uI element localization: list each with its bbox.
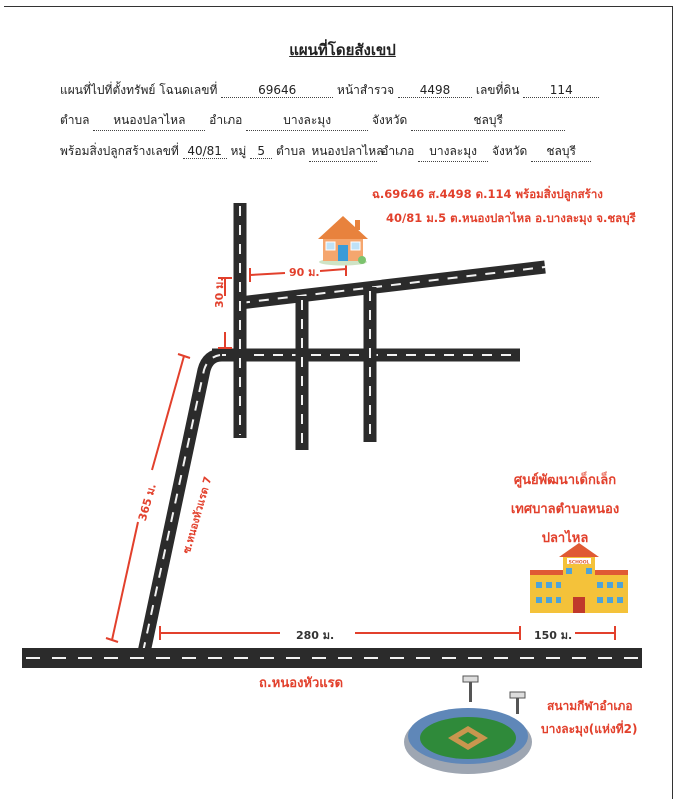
building-prefix: พร้อมสิ่งปลูกสร้างเลขที่ (60, 144, 179, 158)
dim-280-label: 280 ม. (296, 629, 335, 642)
road-upper-branch (240, 267, 545, 303)
dim-280-line (160, 626, 520, 640)
dim-90-label: 90 ม. (289, 266, 320, 279)
deed-prefix: แผนที่ไปที่ตั้งทรัพย์ โฉนดเลขที่ (60, 83, 218, 97)
moo-value: 5 (250, 144, 272, 159)
province-label-2: จังหวัด (491, 144, 528, 158)
dim-150-line (575, 626, 615, 640)
main-road-label: ถ.หนองหัวแรด (259, 676, 344, 691)
dim-365-label: 365 ม. (135, 482, 159, 523)
school-label-line-1: ศูนย์พัฒนาเด็กเล็ก (513, 473, 617, 488)
stadium-label-line-1: สนามกีฬาอำเภอ (547, 699, 633, 713)
moo-label: หมู่ (230, 144, 247, 158)
tambon-value: หนองปลาไหล (93, 111, 205, 131)
land-label: เลขที่ดิน (475, 83, 520, 97)
house-no: 40/81 (183, 144, 227, 159)
province-value: ชลบุรี (411, 111, 565, 131)
land-no: 114 (523, 83, 599, 98)
amphoe-label-2: อำเภอ (381, 144, 415, 158)
road-main (22, 648, 642, 668)
school-icon (530, 543, 628, 613)
province-value-2: ชลบุรี (531, 142, 591, 162)
dim-30-label: 30 ม. (213, 277, 226, 308)
school-label-line-2: เทศบาลตำบลหนอง (510, 502, 620, 517)
property-label-line-2: 40/81 ม.5 ต.หนองปลาไหล อ.บางละมุง จ.ชลบุรี (386, 211, 636, 225)
property-label-line-1: ฉ.69646 ส.4498 ด.114 พร้อมสิ่งปลูกสร้าง (372, 187, 603, 201)
amphoe-value-2: บางละมุง (418, 142, 488, 162)
province-label: จังหวัด (372, 113, 408, 127)
deed-no: 69646 (221, 83, 333, 98)
stadium-label-line-2: บางละมุง(แห่งที่2) (541, 722, 638, 736)
tambon-label-2: ตำบล (275, 144, 306, 158)
soi-name-label: ซ.หนองหัวแรด 7 (180, 475, 215, 556)
tambon-label: ตำบล (60, 113, 90, 127)
amphoe-label: อำเภอ (209, 113, 243, 127)
tambon-value-2: หนองปลาไหล (309, 142, 377, 162)
stadium-icon (404, 676, 532, 774)
dim-150-label: 150 ม. (534, 629, 573, 642)
page-title: แผนที่โดยสังเขป (289, 41, 396, 59)
school-sign-text: SCHOOL (568, 560, 590, 566)
amphoe-value: บางละมุง (246, 111, 368, 131)
house-icon (318, 216, 368, 266)
school-label-line-3: ปลาไหล (541, 531, 589, 546)
survey-no: 4498 (398, 83, 472, 98)
survey-label: หน้าสำรวจ (337, 83, 395, 97)
